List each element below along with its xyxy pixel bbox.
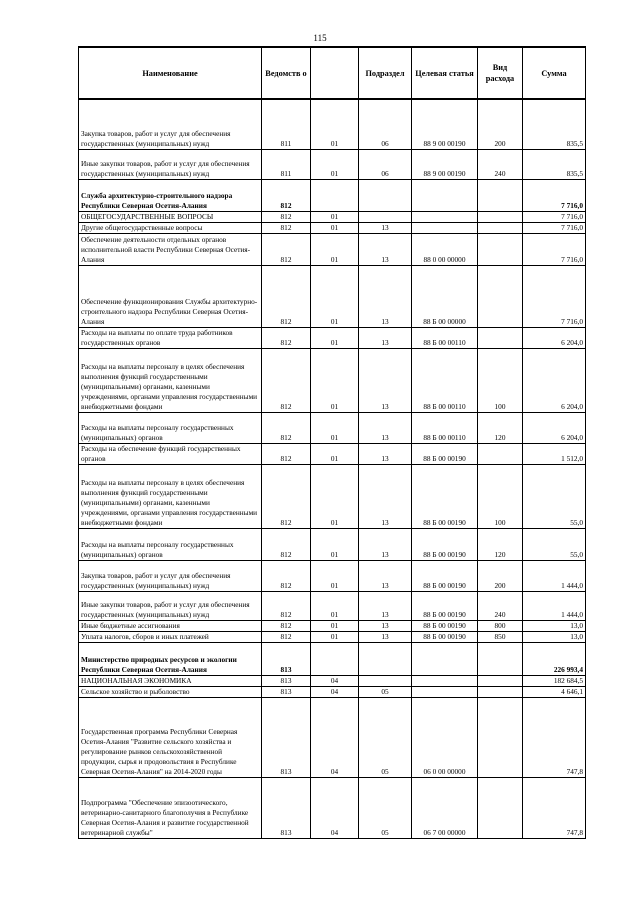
table-row [79,528,586,560]
header-section [311,47,359,99]
cell-department: 812 [262,233,311,265]
cell-sum: 4 646,1 [523,686,586,697]
cell-department: 813 [262,686,311,697]
cell-target-article: 88 Б 00 00000 [412,265,478,327]
cell-expense-type: 100 [478,464,523,528]
cell-subsection: 13 [359,620,412,631]
cell-sum: 6 204,0 [523,348,586,412]
cell-name: Расходы на выплаты персоналу в целях обеспечения выполнения функций государственными (муниципальными) органами, казенными учреждениями, органами управления государственными внебюджетными фондами [79,348,262,412]
table-row [79,99,586,149]
cell-expense-type [478,777,523,838]
cell-target-article: 88 Б 00 00190 [412,620,478,631]
cell-subsection: 13 [359,528,412,560]
cell-name: Иные закупки товаров, работ и услуг для обеспечения государственных (муниципальных) нужд [79,149,262,179]
header-department: Ведомств о [262,47,311,99]
cell-target-article: 88 Б 00 00190 [412,560,478,591]
cell-sum: 7 716,0 [523,265,586,327]
cell-target-article: 88 Б 00 00190 [412,591,478,620]
cell-section: 01 [311,265,359,327]
table-row [79,675,586,686]
cell-expense-type [478,443,523,464]
header-sum: Сумма [523,47,586,99]
cell-target-article: 88 9 00 00190 [412,99,478,149]
cell-name: Иные закупки товаров, работ и услуг для обеспечения государственных (муниципальных) нужд [79,591,262,620]
table-row [79,327,586,348]
cell-target-article [412,675,478,686]
cell-section: 01 [311,327,359,348]
table-body [79,99,586,838]
cell-section [311,642,359,675]
cell-sum: 13,0 [523,620,586,631]
cell-department: 813 [262,675,311,686]
cell-department: 812 [262,443,311,464]
cell-sum: 1 444,0 [523,591,586,620]
cell-sum: 7 716,0 [523,222,586,233]
cell-target-article: 88 Б 00 00110 [412,348,478,412]
table-row [79,443,586,464]
cell-section: 01 [311,412,359,443]
table-row [79,777,586,838]
cell-subsection: 05 [359,777,412,838]
cell-expense-type [478,686,523,697]
cell-subsection: 13 [359,233,412,265]
table-row [79,560,586,591]
cell-sum: 6 204,0 [523,327,586,348]
cell-department: 812 [262,265,311,327]
cell-sum: 6 204,0 [523,412,586,443]
cell-expense-type [478,179,523,211]
cell-name: Расходы на обеспечение функций государственных органов [79,443,262,464]
cell-expense-type: 100 [478,348,523,412]
cell-subsection: 13 [359,464,412,528]
cell-name: Расходы на выплаты персоналу в целях обеспечения выполнения функций государственными (муниципальными) органами, казенными учреждениями, органами управления государственными внебюджетными фондами [79,464,262,528]
cell-target-article: 88 9 00 00190 [412,149,478,179]
cell-expense-type [478,233,523,265]
cell-section: 01 [311,99,359,149]
cell-target-article [412,686,478,697]
table-row [79,211,586,222]
cell-subsection: 13 [359,631,412,642]
cell-subsection: 13 [359,560,412,591]
table-row [79,697,586,777]
cell-sum: 747,8 [523,777,586,838]
cell-subsection: 05 [359,686,412,697]
cell-section: 01 [311,348,359,412]
table-row [79,591,586,620]
cell-department: 813 [262,777,311,838]
cell-subsection [359,642,412,675]
cell-name: Подпрограмма "Обеспечение эпизоотического, ветеринарно-санитарного благополучия в Республике Северная Осетия-Алания и развитие государственной ветеринарной службы" [79,777,262,838]
table-row [79,686,586,697]
cell-target-article: 88 Б 00 00190 [412,528,478,560]
cell-sum: 226 993,4 [523,642,586,675]
cell-section: 01 [311,222,359,233]
cell-section: 01 [311,560,359,591]
cell-sum: 55,0 [523,464,586,528]
cell-section: 01 [311,631,359,642]
cell-name: Расходы на выплаты персоналу государственных (муниципальных) органов [79,412,262,443]
cell-expense-type: 850 [478,631,523,642]
cell-subsection: 13 [359,591,412,620]
cell-section: 04 [311,697,359,777]
cell-subsection: 06 [359,149,412,179]
table-row [79,464,586,528]
cell-expense-type: 120 [478,528,523,560]
cell-subsection: 13 [359,265,412,327]
cell-sum: 1 444,0 [523,560,586,591]
cell-name: Министерство природных ресурсов и экологии Республики Северная Осетия-Алания [79,642,262,675]
page-number: 115 [313,33,327,43]
cell-target-article: 88 Б 00 00190 [412,631,478,642]
table-row [79,222,586,233]
cell-section: 04 [311,777,359,838]
cell-expense-type [478,697,523,777]
cell-name: Иные бюджетные ассигнования [79,620,262,631]
cell-department: 812 [262,327,311,348]
cell-expense-type [478,327,523,348]
cell-department: 812 [262,560,311,591]
cell-department: 812 [262,620,311,631]
cell-target-article [412,222,478,233]
cell-sum: 13,0 [523,631,586,642]
cell-department: 812 [262,348,311,412]
cell-department: 813 [262,697,311,777]
cell-sum: 7 716,0 [523,179,586,211]
cell-section: 04 [311,675,359,686]
cell-sum: 835,5 [523,99,586,149]
cell-target-article [412,179,478,211]
cell-expense-type [478,642,523,675]
cell-section: 01 [311,620,359,631]
cell-name: ОБЩЕГОСУДАРСТВЕННЫЕ ВОПРОСЫ [79,211,262,222]
cell-expense-type [478,265,523,327]
cell-target-article: 06 7 00 00000 [412,777,478,838]
cell-department: 812 [262,211,311,222]
cell-subsection [359,179,412,211]
cell-expense-type [478,222,523,233]
cell-expense-type: 200 [478,560,523,591]
cell-department: 811 [262,149,311,179]
cell-section: 01 [311,211,359,222]
table-row [79,642,586,675]
cell-target-article: 06 0 00 00000 [412,697,478,777]
table-row [79,412,586,443]
cell-department: 812 [262,464,311,528]
cell-expense-type [478,675,523,686]
cell-sum: 7 716,0 [523,233,586,265]
cell-sum: 182 684,5 [523,675,586,686]
cell-name: Служба архитектурно-строительного надзора Республики Северная Осетия-Алания [79,179,262,211]
header-name: Наименование [79,47,262,99]
table-row [79,233,586,265]
cell-expense-type: 200 [478,99,523,149]
cell-target-article: 88 Б 00 00190 [412,464,478,528]
cell-name: Закупка товаров, работ и услуг для обеспечения государственных (муниципальных) нужд [79,99,262,149]
header-expense-type: Вид расхода [478,47,523,99]
header-target-article: Целевая статья [412,47,478,99]
table-row [79,631,586,642]
cell-department: 813 [262,642,311,675]
cell-name: Государственная программа Республики Северная Осетия-Алания "Развитие сельского хозяйства и регулирование рынков сельскохозяйственной продукции, сырья и продовольствия в Республике Северная Осетия-Алания" на 2014-2020 годы [79,697,262,777]
cell-subsection: 13 [359,327,412,348]
cell-sum: 1 512,0 [523,443,586,464]
cell-subsection [359,211,412,222]
cell-name: Расходы на выплаты персоналу государственных (муниципальных) органов [79,528,262,560]
cell-subsection: 13 [359,222,412,233]
cell-subsection: 06 [359,99,412,149]
cell-section: 01 [311,591,359,620]
cell-section [311,179,359,211]
table-header-row [79,47,586,99]
cell-department: 811 [262,99,311,149]
cell-sum: 7 716,0 [523,211,586,222]
budget-table [78,46,586,839]
table-row [79,179,586,211]
cell-name: Обеспечение функционирования Службы архитектурно-строительного надзора Республики Северная Осетия-Алания [79,265,262,327]
cell-subsection: 13 [359,412,412,443]
cell-expense-type [478,211,523,222]
cell-target-article: 88 Б 00 00190 [412,443,478,464]
cell-department: 812 [262,412,311,443]
cell-name: Обеспечение деятельности отдельных органов исполнительной власти Республики Северная Осетия-Алания [79,233,262,265]
header-subsection: Подраздел [359,47,412,99]
cell-target-article: 88 Б 00 00110 [412,327,478,348]
cell-section: 01 [311,528,359,560]
cell-sum: 747,8 [523,697,586,777]
cell-name: Расходы на выплаты по оплате труда работников государственных органов [79,327,262,348]
cell-expense-type: 800 [478,620,523,631]
cell-subsection: 13 [359,348,412,412]
cell-subsection [359,675,412,686]
cell-expense-type: 240 [478,591,523,620]
cell-section: 01 [311,443,359,464]
cell-name: НАЦИОНАЛЬНАЯ ЭКОНОМИКА [79,675,262,686]
cell-target-article: 88 Б 00 00110 [412,412,478,443]
cell-target-article [412,211,478,222]
cell-subsection: 05 [359,697,412,777]
table-row [79,149,586,179]
cell-department: 812 [262,528,311,560]
table-row [79,620,586,631]
cell-target-article: 88 0 00 00000 [412,233,478,265]
cell-department: 812 [262,591,311,620]
cell-target-article [412,642,478,675]
table-row [79,348,586,412]
cell-name: Закупка товаров, работ и услуг для обеспечения государственных (муниципальных) нужд [79,560,262,591]
cell-subsection: 13 [359,443,412,464]
cell-section: 04 [311,686,359,697]
cell-department: 812 [262,222,311,233]
cell-section: 01 [311,464,359,528]
cell-expense-type: 240 [478,149,523,179]
cell-name: Сельское хозяйство и рыболовство [79,686,262,697]
cell-sum: 835,5 [523,149,586,179]
cell-name: Другие общегосударственные вопросы [79,222,262,233]
cell-department: 812 [262,179,311,211]
table-row [79,265,586,327]
cell-name: Уплата налогов, сборов и иных платежей [79,631,262,642]
cell-sum: 55,0 [523,528,586,560]
cell-expense-type: 120 [478,412,523,443]
cell-department: 812 [262,631,311,642]
cell-section: 01 [311,149,359,179]
cell-section: 01 [311,233,359,265]
